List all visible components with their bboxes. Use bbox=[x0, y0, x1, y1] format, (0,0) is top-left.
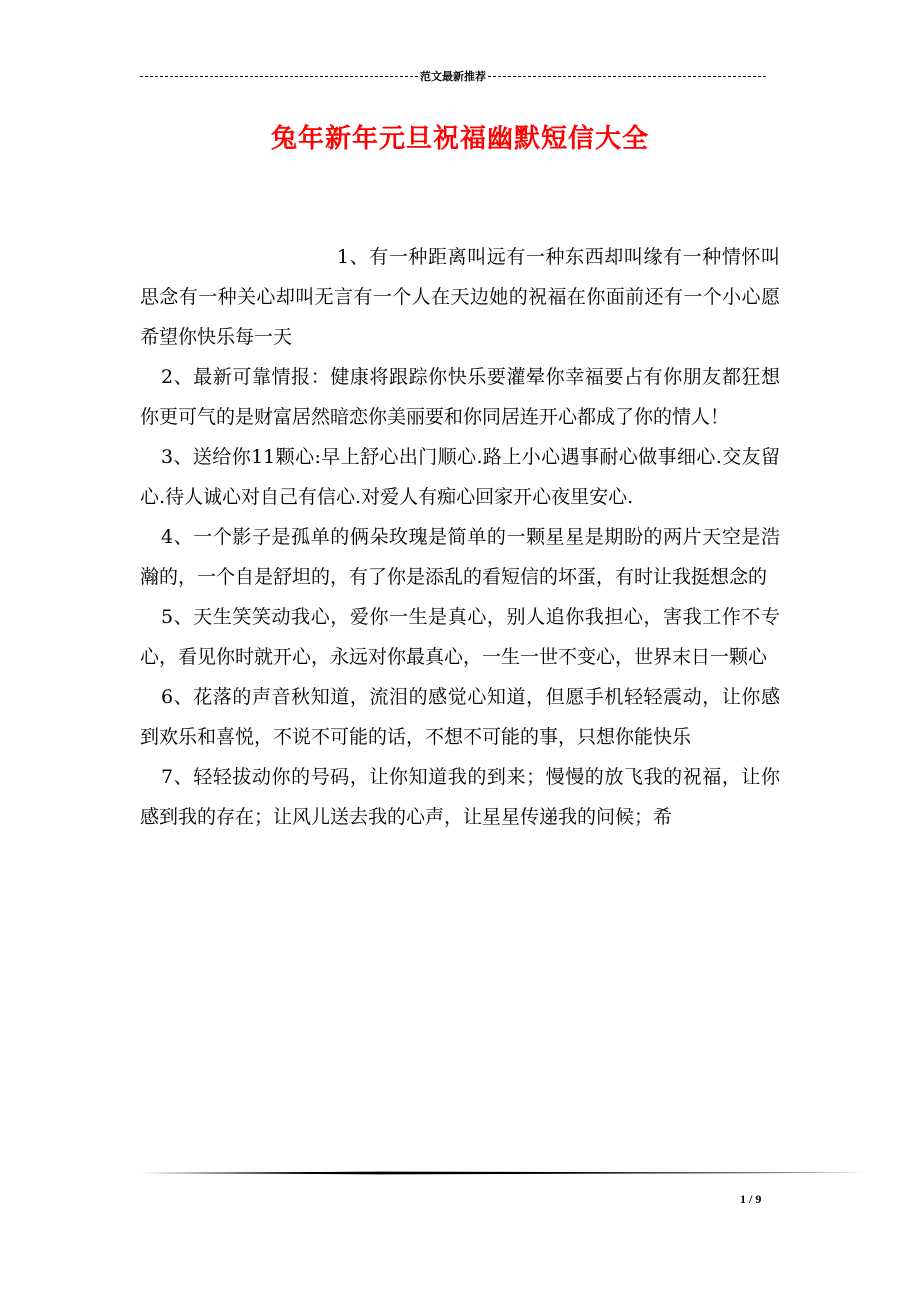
header-dash-left bbox=[140, 76, 418, 77]
paragraph-1: 1、有一种距离叫远有一种东西却叫缘有一种情怀叫思念有一种关心却叫无言有一个人在天边她的祝福在你面前还有一个小心愿希望你快乐每一天 bbox=[140, 246, 780, 348]
paragraph-2: 2、最新可靠情报：健康将跟踪你快乐要灌晕你幸福要占有你朋友都狂想你更可气的是财富居然暗恋你美丽要和你同居连开心都成了你的情人！ bbox=[140, 366, 780, 428]
header-dash-right bbox=[488, 76, 766, 77]
page-header bbox=[140, 66, 766, 86]
paragraph-4: 4、一个影子是孤单的俩朵玫瑰是简单的一颗星星是期盼的两片天空是浩瀚的，一个自是舒坦的，有了你是添乱的看短信的坏蛋，有时让我挺想念的 bbox=[140, 526, 780, 588]
paragraph-5: 5、天生笑笑动我心，爱你一生是真心，别人追你我担心，害我工作不专心，看见你时就开心，永远对你最真心，一生一世不变心，世界末日一颗心 bbox=[140, 606, 780, 668]
paragraph-3: 3、送给你11颗心:早上舒心出门顺心.路上小心遇事耐心做事细心.交友留心.待人诚心对自己有信心.对爱人有痴心回家开心夜里安心. bbox=[140, 446, 780, 508]
header-label: 范文最新推荐 bbox=[420, 70, 486, 83]
paragraph-6: 6、花落的声音秋知道，流泪的感觉心知道，但愿手机轻轻震动，让你感到欢乐和喜悦，不说不可能的话，不想不可能的事，只想你能快乐 bbox=[140, 686, 780, 748]
page-number: 1 / 9 bbox=[740, 1192, 762, 1206]
paragraph-7: 7、轻轻拔动你的号码，让你知道我的到来；慢慢的放飞我的祝福，让你感到我的存在；让风儿送去我的心声，让星星传递我的问候；希 bbox=[140, 766, 780, 828]
document-body bbox=[140, 237, 780, 1117]
footer-rule bbox=[140, 1171, 864, 1175]
document-title: 兔年新年元旦祝福幽默短信大全 bbox=[270, 124, 649, 154]
